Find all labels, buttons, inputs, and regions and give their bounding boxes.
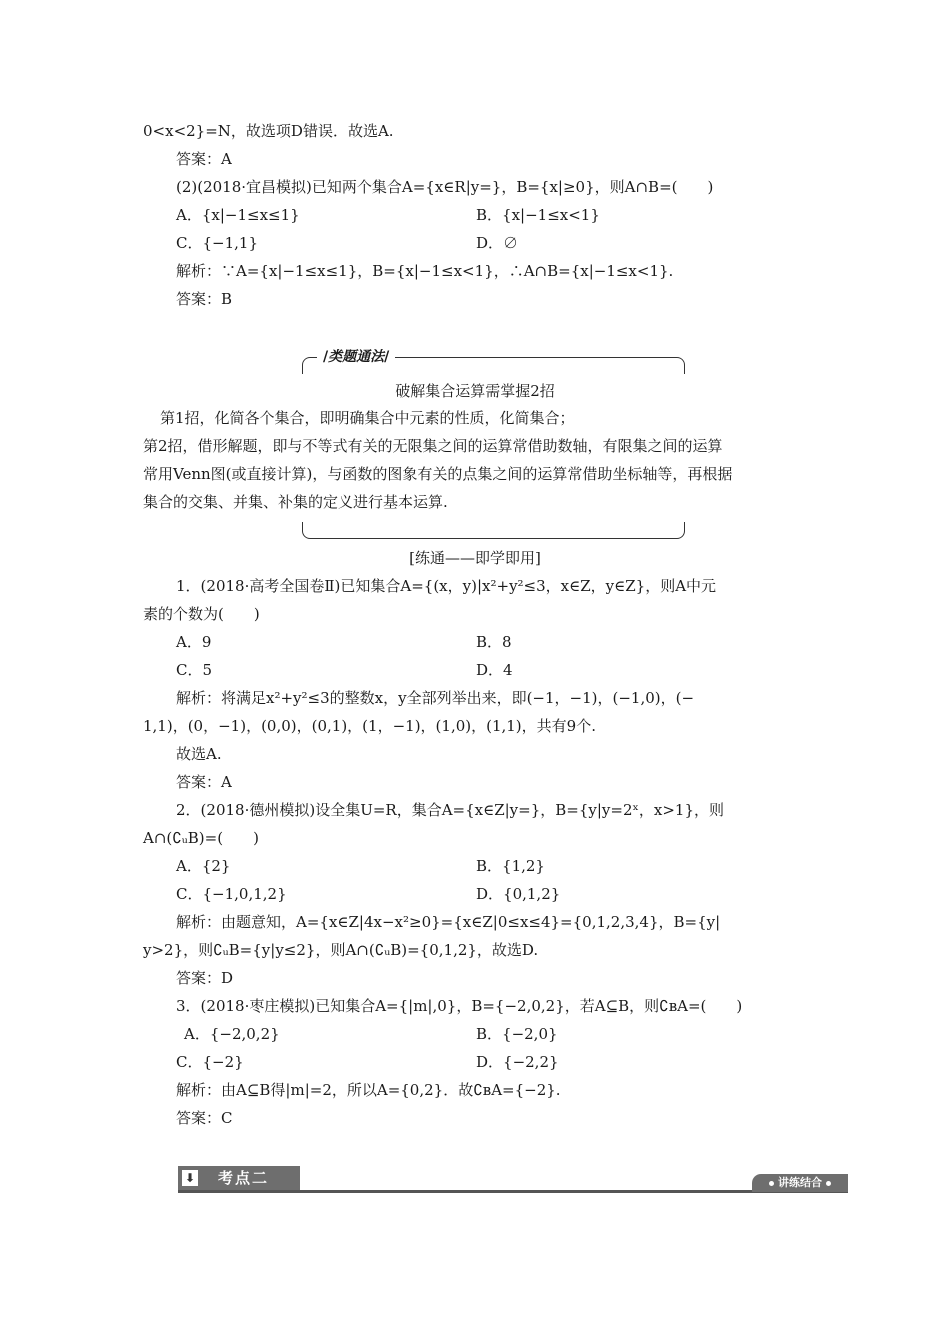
option-a: A．{2} (176, 857, 231, 875)
section-title: 考点二 (218, 1169, 270, 1187)
solution-line: 解析：将满足x²+y²≤3的整数x，y全部列举出来，即(−1，−1)，(−1,0)，(− (176, 689, 695, 707)
option-a: A．{x|−1≤x≤1} (176, 206, 300, 224)
method-box-bottom-border (302, 522, 685, 539)
option-d: D．{−2,2} (476, 1053, 559, 1071)
method-box-title: 破解集合运算需掌握2招 (395, 382, 555, 400)
option-d: D．{0,1,2} (476, 885, 561, 903)
solution-line: y>2}，则∁ᵤB={y|y≤2}，则A∩(∁ᵤB)={0,1,2}，故选D. (143, 941, 539, 959)
option-d: D．∅ (476, 234, 519, 252)
method-paragraph: 第1招，化简各个集合，即明确集合中元素的性质，化简集合； (160, 409, 575, 427)
option-a: A．9 (176, 633, 212, 651)
solution-line: 解析：∵A={x|−1≤x≤1}，B={x|−1≤x<1}，∴A∩B={x|−1≤x<1}. (176, 262, 674, 280)
option-b: B．{−2,0} (476, 1025, 558, 1043)
option-b: B．8 (476, 633, 512, 651)
section-divider (178, 1190, 848, 1193)
method-box-tag: /类题通法/ (317, 347, 395, 367)
section-tag: 讲练结合 (752, 1174, 848, 1192)
question-line: 3．(2018·枣庄模拟)已知集合A={|m|,0}，B={−2,0,2}，若A⊆B，则∁ʙA=( ) (176, 997, 743, 1015)
question-line: 素的个数为( ) (143, 605, 260, 623)
down-arrow-icon: ⬇ (182, 1170, 198, 1186)
solution-line: 故选A. (176, 745, 222, 763)
question-line: (2)(2018·宜昌模拟)已知两个集合A={x∈R|y=}，B={x|≥0}，则A∩B=( ) (176, 178, 714, 196)
answer-line: 答案：A (176, 150, 232, 168)
option-c: C．{−2} (176, 1053, 244, 1071)
option-c: C．5 (176, 661, 213, 679)
solution-line: 解析：由题意知，A={x∈Z|4x−x²≥0}={x∈Z|0≤x≤4}={0,1,2,3,4}，B={y| (176, 913, 721, 931)
answer-line: 答案：C (176, 1109, 233, 1127)
method-paragraph: 第2招，借形解题，即与不等式有关的无限集之间的运算常借助数轴，有限集之间的运算 (143, 437, 723, 455)
option-d: D．4 (476, 661, 513, 679)
question-line: 2．(2018·德州模拟)设全集U=R，集合A={x∈Z|y=}，B={y|y=2ˣ，x>1}，则 (176, 801, 724, 819)
text-line: 0<x<2}=N，故选项D错误．故选A. (143, 122, 394, 140)
solution-line: 1,1)，(0，−1)，(0,0)，(0,1)，(1，−1)，(1,0)，(1,1)，共有9个. (143, 717, 596, 735)
answer-line: 答案：B (176, 290, 233, 308)
option-b: B．{1,2} (476, 857, 545, 875)
option-c: C．{−1,1} (176, 234, 258, 252)
answer-line: 答案：A (176, 773, 232, 791)
option-c: C．{−1,0,1,2} (176, 885, 287, 903)
practice-heading: [练通——即学即用] (409, 549, 541, 567)
option-b: B．{x|−1≤x<1} (476, 206, 600, 224)
section-banner (178, 1166, 300, 1190)
question-line: 1．(2018·高考全国卷Ⅱ)已知集合A={(x，y)|x²+y²≤3，x∈Z，y∈Z}，则A中元 (176, 577, 717, 595)
option-a: A．{−2,0,2} (184, 1025, 280, 1043)
method-paragraph: 常用Venn图(或直接计算)，与函数的图象有关的点集之间的运算常借助坐标轴等，再根据 (143, 465, 733, 483)
method-paragraph: 集合的交集、并集、补集的定义进行基本运算. (143, 493, 448, 511)
answer-line: 答案：D (176, 969, 234, 987)
question-line: A∩(∁ᵤB)=( ) (143, 829, 259, 847)
solution-line: 解析：由A⊆B得|m|=2，所以A={0,2}．故∁ʙA={−2}. (176, 1081, 561, 1099)
